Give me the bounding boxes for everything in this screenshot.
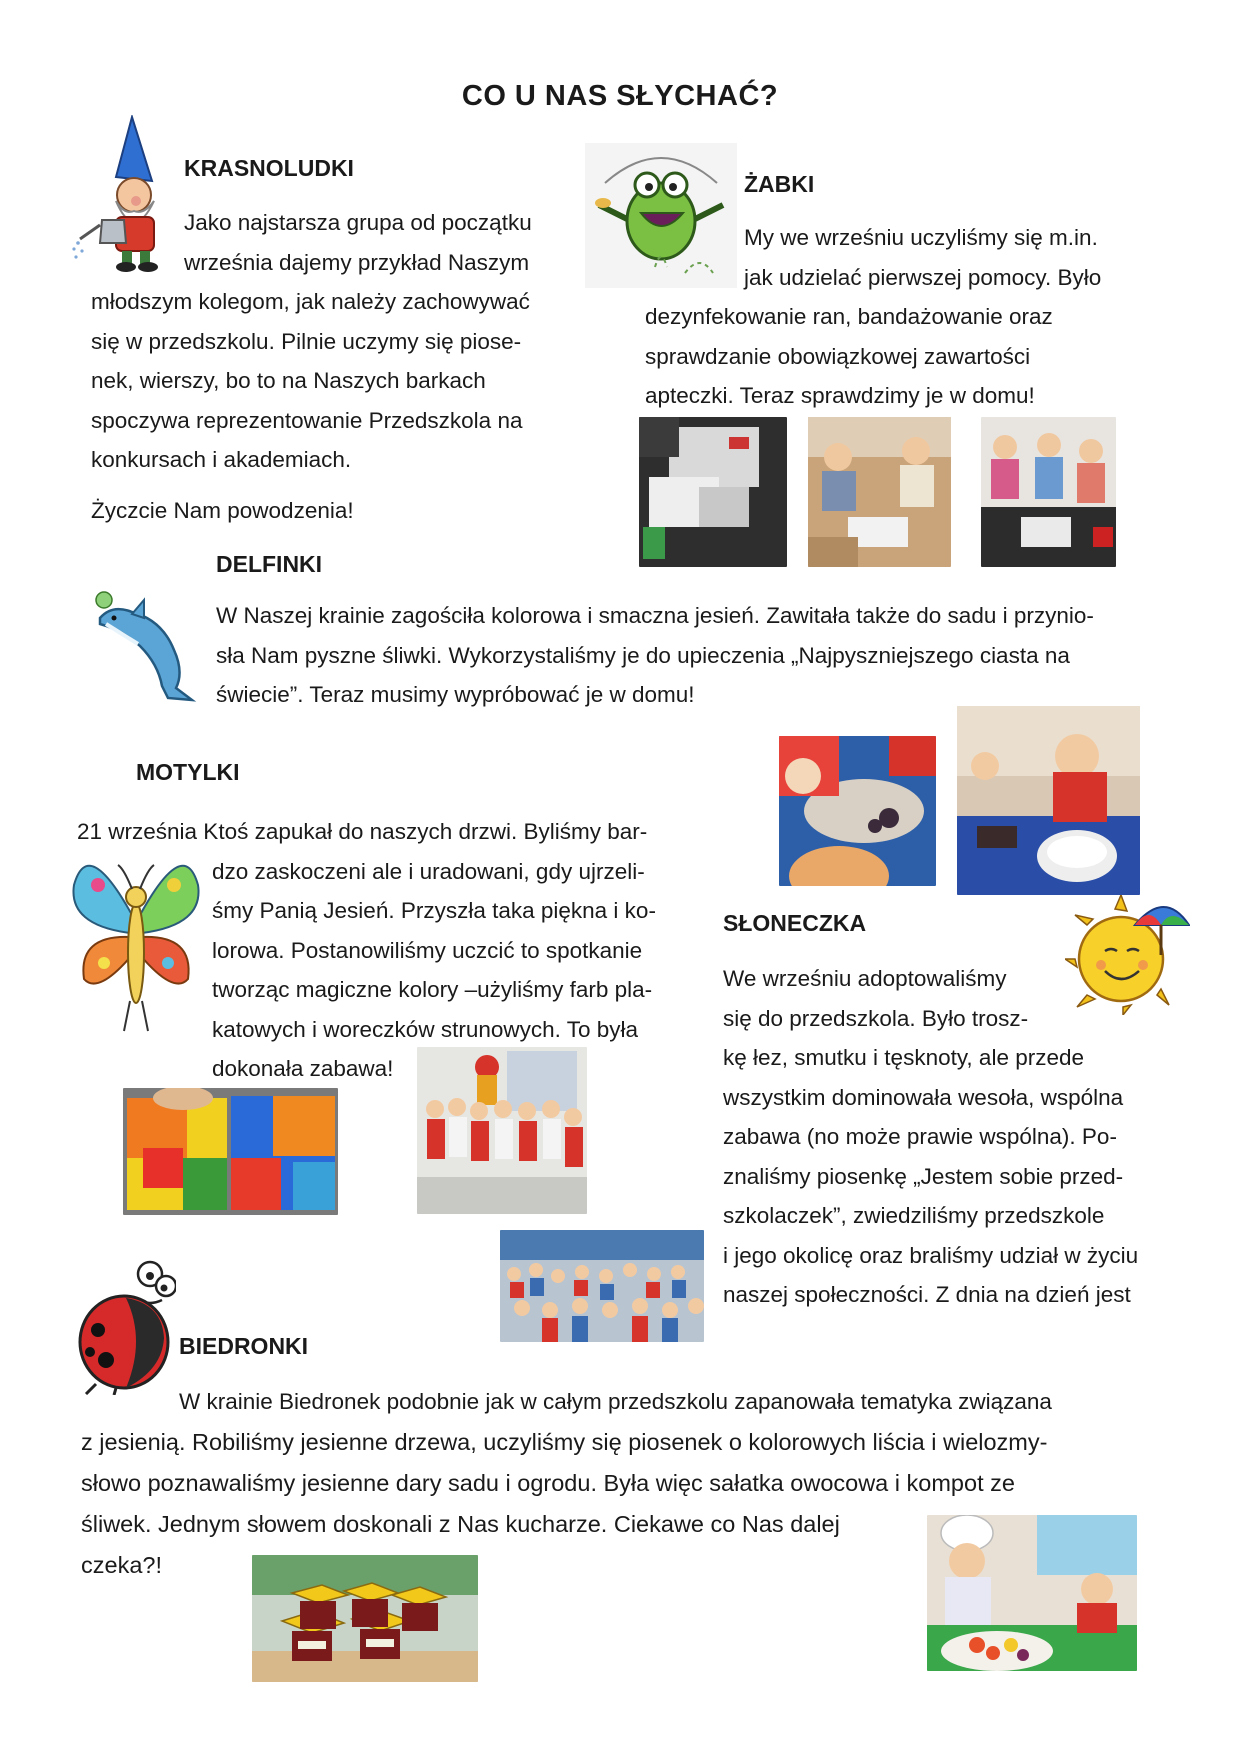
krasnoludki-text [91, 203, 532, 480]
text-line: My we wrześniu uczyliśmy się m.in. [744, 225, 1098, 250]
text-line: sła Nam pyszne śliwki. Wykorzystaliśmy je do upieczenia „Najpyszniejszego ciasta na [216, 642, 1070, 668]
photo-children-bandaging [981, 417, 1116, 567]
text-line: dezynfekowanie ran, bandażowanie oraz [645, 304, 1053, 329]
photo-compote-jars [252, 1555, 478, 1682]
text-line: Jako najstarsza grupa od początku [184, 210, 532, 235]
photo-paint-bags [123, 1088, 338, 1215]
text-line: września dajemy przykład Naszym [184, 249, 530, 275]
text-line: dzo zaskoczeni ale i uradowani, gdy ujrzeli- [212, 858, 645, 884]
text-line: W krainie Biedronek podobnie jak w całym przedszkolu zapanowała tematyka związana [179, 1389, 1052, 1414]
motylki-heading: MOTYLKI [136, 759, 240, 785]
photo-baking-plums [779, 736, 936, 886]
sloneczka-heading: SŁONECZKA [723, 910, 867, 936]
ladybug-icon [76, 1260, 176, 1395]
text-line: tworząc magiczne kolory –użyliśmy farb pla- [212, 977, 653, 1002]
text-line: świecie”. Teraz musimy wypróbować je w domu! [216, 682, 695, 707]
text-line: kę łez, smutku i tęsknoty, ale przede [723, 1045, 1084, 1070]
photo-fruit-salad-chef [927, 1515, 1137, 1671]
text-line: 21 września Ktoś zapukał do naszych drzwi. Byliśmy bar- [77, 819, 648, 844]
text-line: jak udzielać pierwszej pomocy. Było [744, 264, 1102, 290]
photo-first-aid-kit [639, 417, 787, 567]
text-line: zabawa (no może prawie wspólna). Po- [723, 1124, 1117, 1149]
text-line: młodszym kolegom, jak należy zachowywać [91, 289, 530, 314]
text-line: spoczywa reprezentowanie Przedszkola na [91, 407, 523, 433]
text-line: śmy Panią Jesień. Przyszła taka piękna i ko- [212, 898, 656, 923]
text-line: lorowa. Postanowiliśmy uczcić to spotkanie [212, 937, 643, 963]
text-line: się w przedszkolu. Pilnie uczymy się piose- [91, 328, 522, 354]
text-line: nek, wierszy, bo to na Naszych barkach [91, 368, 486, 393]
krasnoludki-closing: Życzcie Nam powodzenia! [91, 498, 354, 523]
text-line: się do przedszkola. Było trosz- [723, 1005, 1029, 1031]
text-line: katowych i woreczków strunowych. To była [212, 1016, 639, 1042]
text-line: czeka?! [81, 1552, 162, 1578]
delfinki-heading: DELFINKI [216, 551, 323, 577]
biedronki-text [81, 1381, 1052, 1586]
dolphin-icon [92, 590, 204, 705]
text-line: naszej społeczności. Z dnia na dzień jest [723, 1282, 1131, 1307]
zabki-heading: ŻABKI [744, 171, 815, 197]
text-line: śliwek. Jednym słowem doskonali z Nas kucharze. Ciekawe co Nas dalej [81, 1511, 840, 1537]
text-line: apteczki. Teraz sprawdzimy je w domu! [645, 383, 1035, 408]
text-line: i jego okolicę oraz braliśmy udział w życiu [723, 1242, 1139, 1268]
text-line: z jesienią. Robiliśmy jesienne drzewa, uczyliśmy się piosenek o kolorowych liścia i wielozmy- [81, 1429, 1048, 1455]
text-line: W Naszej krainie zagościła kolorowa i smaczna jesień. Zawitała także do sadu i przynio- [216, 603, 1094, 628]
page-title: CO U NAS SŁYCHAĆ? [461, 80, 779, 112]
text-line: konkursach i akademiach. [91, 447, 352, 472]
text-line: We wrześniu adoptowaliśmy [723, 966, 1007, 991]
text-line: szkolaczek”, zwiedziliśmy przedszkole [723, 1203, 1105, 1228]
text-line: wszystkim dominowała wesoła, wspólna [723, 1084, 1124, 1110]
zabki-text [645, 218, 1101, 416]
photo-children-gathering [500, 1230, 704, 1342]
text-line: sprawdzanie obowiązkowej zawartości [645, 343, 1031, 369]
sloneczka-text [723, 959, 1138, 1315]
photo-children-first-aid [808, 417, 951, 567]
text-line: znaliśmy piosenkę „Jestem sobie przed- [723, 1163, 1124, 1189]
text-line: słowo poznawaliśmy jesienne dary sadu i ogrodu. Była więc sałatka owocowa i kompot ze [81, 1470, 1015, 1496]
biedronki-heading: BIEDRONKI [179, 1333, 309, 1359]
delfinki-text [216, 596, 1094, 715]
photo-child-with-flour [957, 706, 1140, 895]
photo-group-with-autumn [417, 1047, 587, 1214]
krasnoludki-heading: KRASNOLUDKI [184, 155, 354, 181]
text-line: dokonała zabawa! [212, 1056, 394, 1081]
